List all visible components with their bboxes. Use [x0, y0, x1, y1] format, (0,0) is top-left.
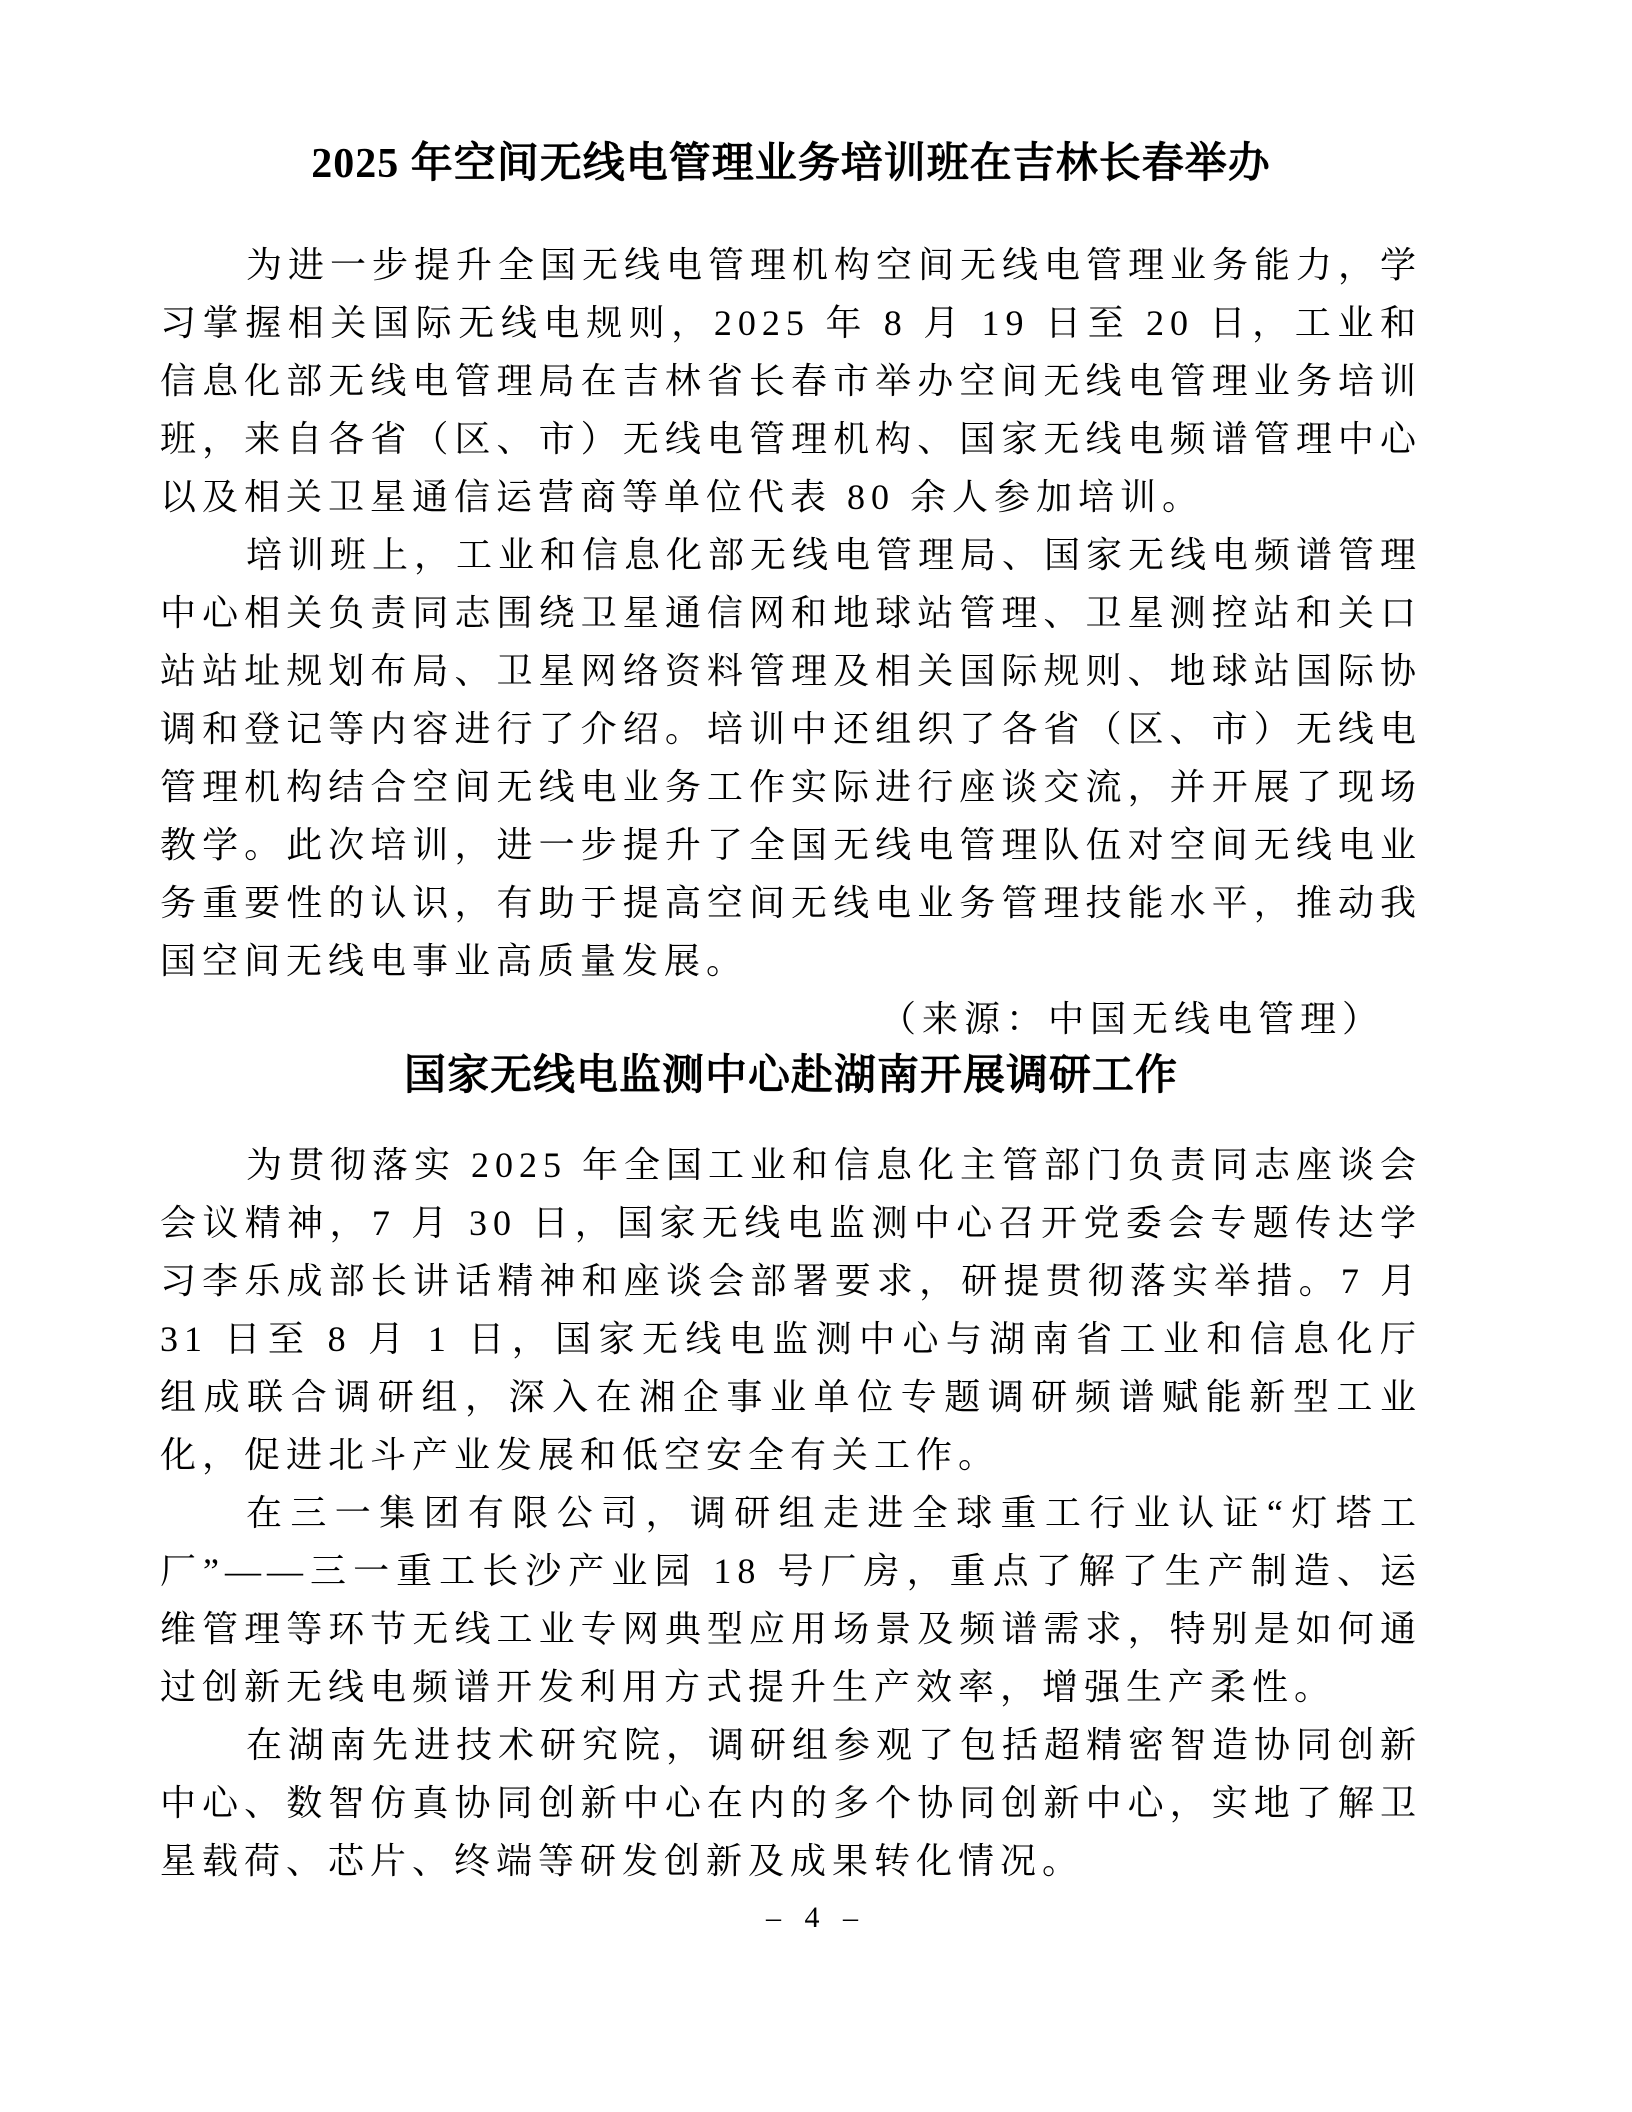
article-2-paragraph-3: 在湖南先进技术研究院，调研组参观了包括超精密智造协同创新中心、数智仿真协同创新中心在内的多个协同创新中心，实地了解卫星载荷、芯片、终端等研发创新及成果转化情况。: [160, 1725, 1423, 1881]
article-2-paragraph-2: 在三一集团有限公司，调研组走进全球重工行业认证“灯塔工厂”——三一重工长沙产业园 18 号厂房，重点了解了生产制造、运维管理等环节无线工业专网典型应用场景及频谱需求，特别是如何通过创新无线电频谱开发利用方式提升生产效率，增强生产柔性。: [160, 1493, 1422, 1707]
article-1-paragraph-2: 培训班上，工业和信息化部无线电管理局、国家无线电频谱管理中心相关负责同志围绕卫星通信网和地球站管理、卫星测控站和关口站站址规划布局、卫星网络资料管理及相关国际规则、地球站国际协调和登记等内容进行了介绍。培训中还组织了各省（区、市）无线电管理机构结合空间无线电业务工作实际进行座谈交流，并开展了现场教学。此次培训，进一步提升了全国无线电管理队伍对空间无线电业务重要性的认识，有助于提高空间无线电业务管理技能水平，推动我国空间无线电事业高质量发展。: [160, 535, 1423, 981]
article-1-title: 2025 年空间无线电管理业务培训班在吉林长春举办: [311, 141, 1271, 187]
article-1-paragraph-1: 为进一步提升全国无线电管理机构空间无线电管理业务能力，学习掌握相关国际无线电规则，2025 年 8 月 19 日至 20 日，工业和信息化部无线电管理局在吉林省长春市举办空间无线电管理业务培训班，来自各省（区、市）无线电管理机构、国家无线电频谱管理中心以及相关卫星通信运营商等单位代表 80 余人参加培训。: [160, 245, 1423, 517]
page-number: – 4 –: [766, 1901, 866, 1934]
article-1-source-line: （来源：中国无线电管理）: [879, 999, 1384, 1039]
article-2-title: 国家无线电监测中心赴湖南开展调研工作: [403, 1053, 1178, 1099]
page-content: [160, 138, 1422, 1890]
article-2-paragraph-1: 为贯彻落实 2025 年全国工业和信息化主管部门负责同志座谈会会议精神，7 月 30 日，国家无线电监测中心召开党委会专题传达学习李乐成部长讲话精神和座谈会部署要求，研提贯彻落实举措。7 月 31 日至 8 月 1 日，国家无线电监测中心与湖南省工业和信息化厅组成联合调研组，深入在湘企事业单位专题调研频谱赋能新型工业化，促进北斗产业发展和低空安全有关工作。: [160, 1145, 1423, 1475]
